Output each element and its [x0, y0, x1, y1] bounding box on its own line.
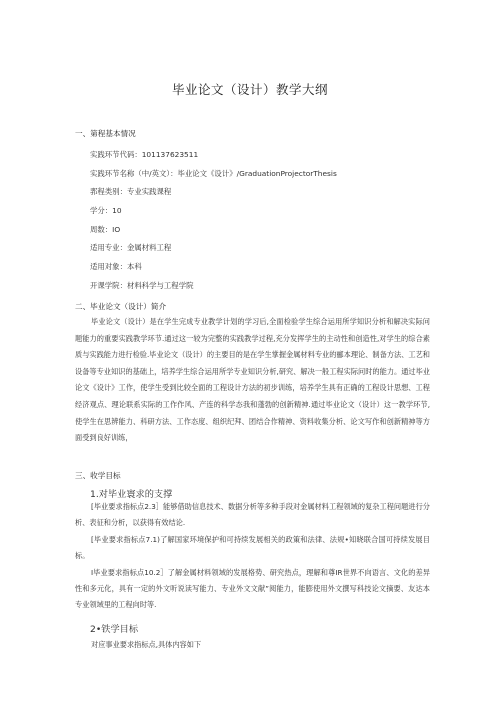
requirement-2-3-paragraph: [毕业要求指标点2.3］能够借助信息技术、数据分析等多种手段对金属材料工程领域的复杂工程问题进行分析、表征和分析，以获得有效结论. [75, 502, 430, 528]
section-heading-intro: 二、毕业论文（设计）简介 [75, 302, 167, 311]
subheading-graduation-requirements: 1.对毕业寰求的支撑 [90, 489, 173, 500]
info-course-name: 实践环节名称（中/英文）：毕业论文《设计》/GraduationProjectorThesis [90, 169, 337, 178]
section-heading-basic-info: 一、第程基本情况 [75, 129, 136, 138]
info-audience: 适用对象：本科 [90, 262, 142, 271]
info-course-code: 实践环节代码：101137623511 [90, 150, 199, 159]
document-title: 毕业论文（设计）教学大纲 [171, 82, 328, 97]
info-course-category: 郛程类别：专业实践课程 [90, 187, 172, 196]
info-school: 开课学院：材料科学与工程学院 [90, 281, 194, 290]
subheading-teaching-objectives: 2•铁学目标 [90, 624, 139, 635]
intro-paragraph: 毕业论文（设计）是在学生完成专业教学计划的学习后,全面检验学生综合运用所学知识分析和解决实际问题能力的重要实践教学环节.通过这一较为完整的实践教学过程,充分发挥学生的主动性和创造性,对学生的综合素质与实践能力进行检验.毕业论文（设计）的主要目的是在学生掌握金属材料专业的郦本理论、制备方法、工艺和设备等专业知识的基础上，培养学生综合运用所学专业知识分析,研究、解决一般工程实际问时的能力。通过毕业论文《设计》工作，使学生受到比较全面的工程设计方法的初步训练，培养学生具有正确的工程设计思想、工程经济观点、理论联系实际的工作作风、产连的科学态我和蓬勃的创新精神.通过毕业论文（设计）这一教学环节,使学生在思辨能力、科研方法、工作态度、组织纪拜、团结合作精神、资料收集分析、论文写作和创新精神等方面受到良好训练， [75, 317, 430, 443]
info-weeks: 周数：IO [90, 225, 121, 234]
requirement-10-2-paragraph: I毕业要求指标点10.2］了解金属材料领域的发展格势、研究热点，理解和尊IR世界不向语言、文化的差异性和多元化，具有一定的外文听说读写能力、专业外文文献”阅能力，能膨使用外文撰写科技论文摘要、友达本专业领域里的工程向时等. [75, 568, 430, 610]
info-credits: 学分：10 [90, 206, 122, 215]
section-heading-objectives: 三、收学目标 [75, 471, 121, 480]
requirement-7-1-paragraph: [毕业要求指标点7.1)了解国家环境保护和可持续发展相关的政策和法律、法规•知晓联合国可持续发展目标。 [75, 535, 430, 561]
info-major: 适用专业：金属材料工程 [90, 243, 172, 252]
objectives-intro-paragraph: 对应事业要求指标点,具体内容如下 [91, 640, 202, 649]
